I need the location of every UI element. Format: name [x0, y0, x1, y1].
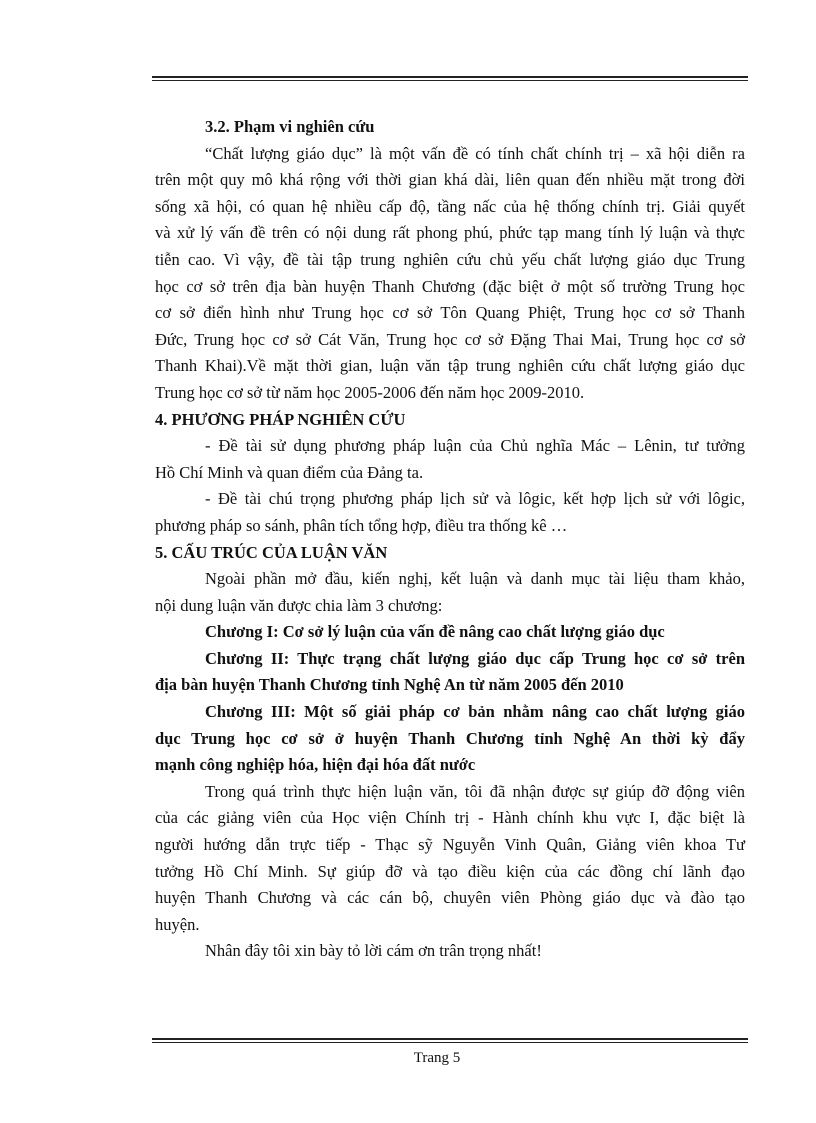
document-body [155, 114, 745, 965]
text-line: 4. PHƯƠNG PHÁP NGHIÊN CỨU [155, 409, 406, 429]
paragraph [155, 141, 745, 407]
text-line: phương pháp so sánh, phân tích tổng hợp, điều tra thống kê … [155, 515, 568, 535]
text-line: cơ sở điển hình như Trung học cơ sở Tôn Quang Phiệt, Trung học cơ sở Thanh [155, 303, 745, 323]
text-line: 3.2. Phạm vi nghiên cứu [205, 117, 375, 136]
text-line: dục Trung học cơ sở ở huyện Thanh Chương tỉnh Nghệ An thời kỳ đẩy [155, 728, 745, 748]
text-line: huyện. [155, 914, 200, 934]
text-line: Thanh Khai).Về mặt thời gian, luận văn tập trung nghiên cứu chất lượng giáo dục [155, 356, 745, 376]
text-line: Hồ Chí Minh và quan điểm của Đảng ta. [155, 462, 424, 482]
header-rule [152, 76, 748, 81]
paragraph [155, 699, 745, 779]
text-line: mạnh công nghiệp hóa, hiện đại hóa đất nước [155, 755, 476, 775]
text-line: tưởng Hồ Chí Minh. Sự giúp đỡ và tạo điều kiện của các đồng chí lãnh đạo [155, 861, 745, 881]
text-line: Chương I: Cơ sở lý luận của vấn đề nâng cao chất lượng giáo dục [205, 622, 665, 642]
text-line: của các giảng viên của Học viện Chính trị - Hành chính khu vực I, đặc biệt là [155, 808, 745, 828]
text-line: địa bàn huyện Thanh Chương tỉnh Nghệ An từ năm 2005 đến 2010 [155, 675, 624, 695]
section-heading [155, 540, 745, 567]
text-line: sống xã hội, có quan hệ nhiều cấp độ, tầng nấc của hệ thống chính trị. Giải quyết [155, 196, 745, 216]
page-number: Trang 5 [413, 1050, 461, 1066]
text-line: và xử lý vấn đề trên có nội dung rất phong phú, phức tạp mang tính lý luận và thực [155, 223, 745, 243]
paragraph [155, 486, 745, 539]
paragraph [155, 779, 745, 939]
paragraph [155, 938, 745, 965]
text-line: tiễn cao. Vì vậy, đề tài tập trung nghiên cứu chủ yếu chất lượng giáo dục Trung [155, 249, 745, 269]
section-heading [155, 407, 745, 434]
paragraph [155, 646, 745, 699]
footer-rule [152, 1038, 748, 1043]
text-line: 5. CẤU TRÚC CỦA LUẬN VĂN [155, 542, 388, 562]
text-line: Trung học cơ sở từ năm học 2005-2006 đến năm học 2009-2010. [155, 382, 585, 402]
text-line: Ngoài phần mở đầu, kiến nghị, kết luận và danh mục tài liệu tham khảo, [205, 569, 745, 589]
paragraph [155, 433, 745, 486]
text-line: Chương II: Thực trạng chất lượng giáo dục cấp Trung học cơ sở trên [205, 648, 745, 668]
text-line: học cơ sở trên địa bàn huyện Thanh Chương (đặc biệt ở một số trường Trung học [155, 276, 745, 296]
section-heading [155, 114, 745, 141]
text-line: Đức, Trung học cơ sở Cát Văn, Trung học cơ sở Đặng Thai Mai, Trung học cơ sở [155, 329, 745, 349]
text-line: - Đề tài sử dụng phương pháp luận của Chủ nghĩa Mác – Lênin, tư tưởng [205, 436, 745, 456]
text-line: người hướng dẫn trực tiếp - Thạc sỹ Nguyễn Vinh Quân, Giảng viên khoa Tư [155, 835, 745, 855]
text-line: trên một quy mô khá rộng với thời gian khá dài, liên quan đến nhiều mặt trong đời [155, 170, 745, 190]
text-line: nội dung luận văn được chia làm 3 chương: [155, 595, 443, 615]
text-line: huyện Thanh Chương và các cán bộ, chuyên viên Phòng giáo dục và đào tạo [155, 888, 745, 908]
text-line: “Chất lượng giáo dục” là một vấn đề có tính chất chính trị – xã hội diễn ra [205, 143, 745, 163]
paragraph [155, 566, 745, 619]
text-line: Chương III: Một số giải pháp cơ bản nhằm nâng cao chất lượng giáo [205, 702, 745, 722]
text-line: - Đề tài chú trọng phương pháp lịch sử và lôgic, kết hợp lịch sử với lôgic, [205, 489, 745, 509]
paragraph [155, 619, 745, 646]
text-line: Trong quá trình thực hiện luận văn, tôi đã nhận được sự giúp đỡ động viên [205, 781, 745, 801]
text-line: Nhân đây tôi xin bày tỏ lời cám ơn trân trọng nhất! [205, 941, 542, 961]
